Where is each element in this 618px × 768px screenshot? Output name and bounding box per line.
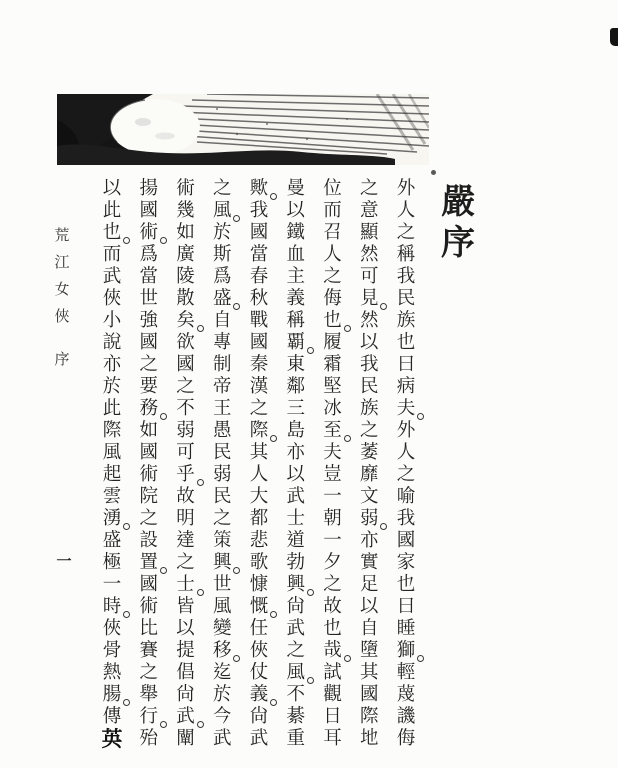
char: 之 <box>176 376 195 397</box>
char: 際 <box>102 420 122 441</box>
char: 悲 <box>249 530 269 551</box>
char: 此 <box>102 200 122 221</box>
char: 國 <box>249 332 269 353</box>
char: 血 <box>286 244 305 265</box>
char: 曼 <box>286 178 305 199</box>
char: 腸 <box>100 684 124 706</box>
char: 王 <box>212 398 232 419</box>
char: 尙 <box>176 684 195 705</box>
char: 當 <box>139 266 158 287</box>
char: 春 <box>249 266 269 287</box>
char: 國 <box>396 530 416 551</box>
book-title <box>52 222 72 330</box>
char: 小 <box>102 310 122 331</box>
char: 外 <box>396 420 416 441</box>
char: 輕 <box>396 662 416 683</box>
char: 冰 <box>323 398 342 419</box>
char: 俠 <box>102 288 122 309</box>
char: 而 <box>102 244 122 265</box>
char: 欲 <box>176 332 195 353</box>
char: 之 <box>139 508 158 529</box>
char: 秦 <box>249 354 269 375</box>
char: 道 <box>286 530 305 551</box>
char: 風 <box>212 596 232 617</box>
char: 弱 <box>357 508 381 530</box>
char: 仗 <box>249 662 269 683</box>
text-column-2 <box>357 178 381 752</box>
char: 江 <box>54 253 70 271</box>
char: 夫 <box>323 442 342 463</box>
char: 世 <box>139 288 158 309</box>
char: 重 <box>286 728 305 749</box>
char: 士 <box>286 508 305 529</box>
preface-title <box>436 182 480 264</box>
char: 鐵 <box>286 222 305 243</box>
char: 見 <box>357 288 381 310</box>
char: 曰 <box>396 596 416 617</box>
char: 於 <box>212 222 232 243</box>
char: 以 <box>286 200 305 221</box>
char: 散 <box>176 288 195 309</box>
char: 以 <box>359 332 379 353</box>
text-column-7 <box>174 178 198 752</box>
char: 霜 <box>323 354 342 375</box>
char: 譏 <box>396 706 416 727</box>
char: 策 <box>212 530 232 551</box>
char: 病 <box>396 376 416 397</box>
char: 賽 <box>139 640 158 661</box>
section-label <box>52 346 72 373</box>
char: 可 <box>176 442 195 463</box>
text-column-5 <box>247 178 271 752</box>
char: 豈 <box>323 464 342 485</box>
char: 然 <box>359 310 379 331</box>
char: 行 <box>137 706 161 728</box>
char: 之 <box>249 398 269 419</box>
char: 如 <box>139 420 158 441</box>
char: 東 <box>286 354 305 375</box>
char: 也 <box>396 574 416 595</box>
char: 三 <box>286 398 305 419</box>
char: 靡 <box>359 464 379 485</box>
char: 然 <box>359 244 379 265</box>
char: 也 <box>100 222 124 244</box>
char: 說 <box>102 332 122 353</box>
char: 務 <box>137 398 161 420</box>
char: 術 <box>137 222 161 244</box>
char: 綦 <box>286 706 305 727</box>
char: 變 <box>212 618 232 639</box>
char: 以 <box>102 178 122 199</box>
char: 戰 <box>249 310 269 331</box>
char: 之 <box>286 640 305 661</box>
char: 置 <box>137 552 161 574</box>
char: 俠 <box>54 307 70 325</box>
char: 之 <box>212 178 232 199</box>
text-columns <box>100 178 418 752</box>
char: 當 <box>249 244 269 265</box>
char: 制 <box>212 354 232 375</box>
char: 風 <box>210 200 234 222</box>
char: 際 <box>359 706 379 727</box>
char: 哉 <box>321 640 345 662</box>
char: 夫 <box>394 398 418 420</box>
char: 尙 <box>249 706 269 727</box>
char: 家 <box>396 552 416 573</box>
char: 慷 <box>249 574 269 595</box>
char: 於 <box>212 684 232 705</box>
char: 專 <box>212 332 232 353</box>
char: 我 <box>249 200 269 221</box>
char: 熱 <box>102 662 122 683</box>
char: 也 <box>396 332 416 353</box>
char: 人 <box>249 464 269 485</box>
char: 島 <box>286 420 305 441</box>
margin-running-title <box>52 222 72 373</box>
char: 荒 <box>54 226 70 244</box>
char: 提 <box>176 640 195 661</box>
char: 湧 <box>100 508 124 530</box>
char: 一 <box>102 574 122 595</box>
char: 極 <box>102 552 122 573</box>
char: 墮 <box>359 640 379 661</box>
char: 我 <box>396 508 416 529</box>
char: 文 <box>359 486 379 507</box>
char: 國 <box>139 200 158 221</box>
char: 要 <box>139 376 158 397</box>
char: 明 <box>176 508 195 529</box>
char: 之 <box>139 354 158 375</box>
char: 故 <box>176 486 195 507</box>
char: 雲 <box>102 486 122 507</box>
char: 我 <box>396 266 416 287</box>
char: 國 <box>139 332 158 353</box>
char: 興 <box>284 574 308 596</box>
char: 其 <box>359 662 379 683</box>
char: 強 <box>139 310 158 331</box>
char: 之 <box>323 574 342 595</box>
char: 以 <box>176 618 195 639</box>
char: 民 <box>359 376 379 397</box>
text-column-3 <box>321 178 345 752</box>
char: 揚 <box>139 178 158 199</box>
char: 人 <box>396 200 416 221</box>
char: 而 <box>323 200 342 221</box>
char: 爲 <box>139 244 158 265</box>
char: 不 <box>176 398 195 419</box>
char: 弱 <box>212 464 232 485</box>
char: 一 <box>323 486 342 507</box>
char: 國 <box>249 222 269 243</box>
char: 至 <box>321 420 345 442</box>
char: 院 <box>139 486 158 507</box>
char: 盛 <box>102 530 122 551</box>
char: 俠 <box>249 640 269 661</box>
char: 國 <box>176 354 195 375</box>
char: 不 <box>286 684 305 705</box>
char: 國 <box>359 684 379 705</box>
char: 風 <box>102 442 122 463</box>
char: 世 <box>212 574 232 595</box>
char: 闡 <box>176 728 195 749</box>
char: 大 <box>249 486 269 507</box>
char: 侮 <box>396 728 416 749</box>
char: 慨 <box>247 596 271 618</box>
scan-artifact-corner <box>610 28 618 46</box>
char: 之 <box>396 464 416 485</box>
char: 觀 <box>323 684 342 705</box>
char: 也 <box>323 618 342 639</box>
char: 舉 <box>139 684 158 705</box>
char: 故 <box>323 596 342 617</box>
char: 秋 <box>249 288 269 309</box>
page-number: 一 <box>56 552 72 570</box>
char: 序 <box>441 223 475 263</box>
char: 興 <box>210 552 234 574</box>
char: 設 <box>139 530 158 551</box>
char: 朝 <box>323 508 342 529</box>
char: 民 <box>396 288 416 309</box>
char: 堅 <box>323 376 342 397</box>
char: 歌 <box>249 552 269 573</box>
char: 皆 <box>176 596 195 617</box>
text-column-8 <box>137 178 161 752</box>
char: 稱 <box>396 244 416 265</box>
char: 之 <box>323 266 342 287</box>
char: 自 <box>359 618 379 639</box>
char: 人 <box>396 442 416 463</box>
char: 蔑 <box>396 684 416 705</box>
char: 歟 <box>247 178 271 200</box>
char: 武 <box>286 618 305 639</box>
char: 武 <box>174 706 198 728</box>
char: 獅 <box>394 640 418 662</box>
char: 英 <box>101 726 123 751</box>
char: 覇 <box>284 332 308 354</box>
char: 術 <box>139 464 158 485</box>
char: 外 <box>396 178 416 199</box>
char: 漢 <box>249 376 269 397</box>
char: 義 <box>247 684 271 706</box>
char: 亦 <box>102 354 122 375</box>
char: 廣 <box>176 244 195 265</box>
char: 比 <box>139 618 158 639</box>
char: 嚴 <box>441 182 475 222</box>
char: 也 <box>321 310 345 332</box>
char: 於 <box>102 376 122 397</box>
char: 乎 <box>174 464 198 486</box>
char: 之 <box>212 508 232 529</box>
char: 術 <box>176 178 195 199</box>
char: 主 <box>286 266 305 287</box>
char: 之 <box>359 420 379 441</box>
char: 人 <box>323 244 342 265</box>
char: 愚 <box>212 420 232 441</box>
char: 斯 <box>212 244 232 265</box>
scan-artifact-dot <box>431 170 436 175</box>
char: 尙 <box>286 596 305 617</box>
woodcut-graphic <box>57 94 429 165</box>
char: 亦 <box>359 530 379 551</box>
char: 地 <box>359 728 379 749</box>
char: 亦 <box>286 442 305 463</box>
char: 民 <box>212 442 232 463</box>
char: 萎 <box>359 442 379 463</box>
char: 武 <box>249 728 269 749</box>
char: 其 <box>249 442 269 463</box>
char: 位 <box>323 178 342 199</box>
char: 武 <box>212 728 232 749</box>
char: 俠 <box>102 618 122 639</box>
char: 鄰 <box>286 376 305 397</box>
char: 爲 <box>212 266 232 287</box>
char: 實 <box>359 552 379 573</box>
char: 矣 <box>174 310 198 332</box>
char: 陵 <box>176 266 195 287</box>
char: 起 <box>102 464 122 485</box>
char: 術 <box>139 596 158 617</box>
char: 帝 <box>212 376 232 397</box>
char: 義 <box>286 288 305 309</box>
char: 弱 <box>176 420 195 441</box>
char: 今 <box>212 706 232 727</box>
char: 之 <box>176 552 195 573</box>
char: 國 <box>139 442 158 463</box>
char: 夕 <box>323 552 342 573</box>
char: 如 <box>176 222 195 243</box>
char: 都 <box>249 508 269 529</box>
text-column-4 <box>284 178 308 752</box>
char: 此 <box>102 398 122 419</box>
char: 幾 <box>176 200 195 221</box>
char: 武 <box>102 266 122 287</box>
char: 際 <box>247 420 271 442</box>
text-column-6 <box>210 178 234 752</box>
char: 自 <box>212 310 232 331</box>
char: 序 <box>54 350 70 368</box>
char: 召 <box>323 222 342 243</box>
char: 意 <box>359 200 379 221</box>
char: 日 <box>323 706 342 727</box>
char: 迄 <box>212 662 232 683</box>
char: 女 <box>54 280 70 298</box>
char: 之 <box>396 222 416 243</box>
text-column-9 <box>100 178 124 752</box>
char: 武 <box>286 486 305 507</box>
char: 族 <box>359 398 379 419</box>
char: 盛 <box>210 288 234 310</box>
char: 風 <box>284 662 308 684</box>
header-illustration <box>57 94 429 165</box>
char: 移 <box>210 640 234 662</box>
char: 民 <box>212 486 232 507</box>
char: 睡 <box>396 618 416 639</box>
char: 勃 <box>286 552 305 573</box>
char: 骨 <box>102 640 122 661</box>
char: 之 <box>139 662 158 683</box>
char: 倡 <box>176 662 195 683</box>
char: 可 <box>359 266 379 287</box>
char: 傳 <box>102 706 122 727</box>
char: 一 <box>323 530 342 551</box>
char: 國 <box>139 574 158 595</box>
char: 試 <box>323 662 342 683</box>
char: 耳 <box>323 728 342 749</box>
char: 喻 <box>396 486 416 507</box>
char: 時 <box>100 596 124 618</box>
char: 顯 <box>359 222 379 243</box>
char: 足 <box>359 574 379 595</box>
text-column-1 <box>394 178 418 752</box>
char: 士 <box>174 574 198 596</box>
char: 族 <box>396 310 416 331</box>
char: 任 <box>249 618 269 639</box>
char: 以 <box>286 464 305 485</box>
char: 侮 <box>323 288 342 309</box>
char: 殆 <box>139 728 158 749</box>
char: 稱 <box>286 310 305 331</box>
char: 履 <box>323 332 342 353</box>
char: 曰 <box>396 354 416 375</box>
char: 我 <box>359 354 379 375</box>
char: 以 <box>359 596 379 617</box>
char: 之 <box>359 178 379 199</box>
char: 達 <box>176 530 195 551</box>
